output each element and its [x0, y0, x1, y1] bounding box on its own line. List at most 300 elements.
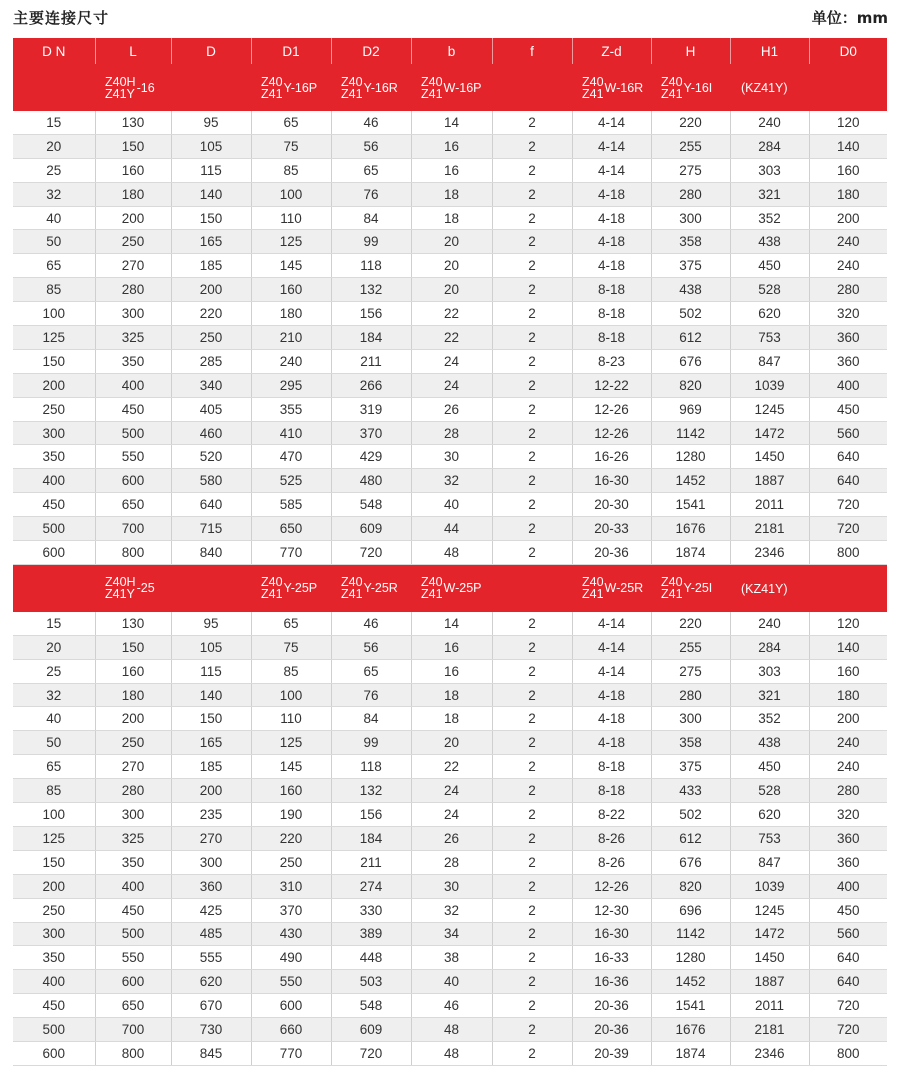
table-cell: 650 — [95, 493, 171, 517]
table-cell: 4-14 — [572, 111, 651, 134]
table-cell: 56 — [331, 635, 411, 659]
table-cell: 184 — [331, 826, 411, 850]
table-cell: 40 — [13, 707, 95, 731]
table-cell: 156 — [331, 302, 411, 326]
table-cell: 100 — [251, 683, 331, 707]
table-cell: 640 — [809, 946, 887, 970]
table-cell: 20-39 — [572, 1041, 651, 1065]
model-code-bottom: Z41 — [261, 587, 283, 602]
page-header — [0, 0, 900, 36]
table-cell: 16 — [411, 635, 492, 659]
table-cell: 500 — [95, 421, 171, 445]
table-cell: 40 — [13, 206, 95, 230]
table-cell: 76 — [331, 182, 411, 206]
table-cell: 48 — [411, 1041, 492, 1065]
table-cell: 48 — [411, 541, 492, 565]
table-cell: 250 — [171, 326, 251, 350]
table-cell: 65 — [13, 755, 95, 779]
table-cell: 75 — [251, 635, 331, 659]
table-cell: 20-36 — [572, 994, 651, 1018]
table-cell: 275 — [651, 659, 730, 683]
table-cell: 480 — [331, 469, 411, 493]
table-cell: 2 — [492, 373, 572, 397]
table-cell: 2181 — [730, 1018, 809, 1042]
table-cell: 600 — [13, 1041, 95, 1065]
model-header-row — [13, 564, 887, 612]
table-cell: 140 — [809, 134, 887, 158]
table-cell: 16 — [411, 158, 492, 182]
model-code-suffix: Y-25R — [363, 581, 398, 596]
table-cell: 8-18 — [572, 326, 651, 350]
table-cell: 770 — [251, 1041, 331, 1065]
table-cell: 56 — [331, 134, 411, 158]
table-cell: 28 — [411, 850, 492, 874]
table-cell: 20-36 — [572, 1018, 651, 1042]
table-cell: 132 — [331, 779, 411, 803]
model-code-stack — [661, 76, 683, 100]
model-cell — [411, 564, 572, 612]
table-cell: 753 — [730, 826, 809, 850]
model-code-suffix: -16 — [136, 80, 155, 95]
table-cell: 1142 — [651, 421, 730, 445]
table-cell: 85 — [13, 278, 95, 302]
dimension-table — [13, 38, 887, 1066]
model-code-stack — [105, 76, 136, 100]
table-cell: 800 — [95, 541, 171, 565]
table-cell: 20 — [13, 134, 95, 158]
table-cell: 115 — [171, 659, 251, 683]
table-cell: 300 — [171, 850, 251, 874]
table-cell: 2 — [492, 326, 572, 350]
table-cell: 609 — [331, 517, 411, 541]
table-cell: 410 — [251, 421, 331, 445]
table-cell: 65 — [331, 158, 411, 182]
table-cell: 120 — [809, 612, 887, 635]
table-cell: 274 — [331, 874, 411, 898]
table-row — [13, 1018, 887, 1042]
table-cell: 34 — [411, 922, 492, 946]
column-header-z-d: Z-d — [572, 38, 651, 64]
table-cell: 99 — [331, 230, 411, 254]
table-cell: 150 — [171, 206, 251, 230]
table-cell: 180 — [809, 683, 887, 707]
table-cell: 270 — [95, 755, 171, 779]
table-row — [13, 946, 887, 970]
table-cell: 16-33 — [572, 946, 651, 970]
table-cell: 24 — [411, 349, 492, 373]
table-cell: 4-18 — [572, 731, 651, 755]
model-code-stack — [421, 76, 443, 100]
model-cell — [251, 64, 331, 111]
table-cell: 2 — [492, 1041, 572, 1065]
table-cell: 450 — [95, 397, 171, 421]
table-cell: 40 — [411, 493, 492, 517]
table-cell: 22 — [411, 302, 492, 326]
table-cell: 85 — [251, 158, 331, 182]
table-cell: 1874 — [651, 541, 730, 565]
table-row — [13, 707, 887, 731]
model-code-suffix: Y-16P — [283, 80, 318, 95]
table-cell: 8-22 — [572, 803, 651, 827]
table-cell: 720 — [809, 517, 887, 541]
table-cell: 319 — [331, 397, 411, 421]
table-cell: 660 — [251, 1018, 331, 1042]
table-cell: 4-14 — [572, 158, 651, 182]
table-cell: 840 — [171, 541, 251, 565]
table-cell: 105 — [171, 134, 251, 158]
table-cell: 340 — [171, 373, 251, 397]
table-cell: 600 — [95, 970, 171, 994]
table-cell: 720 — [331, 541, 411, 565]
model-code-bottom: Z41 — [661, 587, 683, 602]
table-cell: 4-18 — [572, 206, 651, 230]
table-cell: 280 — [651, 182, 730, 206]
table-cell: 120 — [809, 111, 887, 134]
table-row — [13, 635, 887, 659]
table-cell: 770 — [251, 541, 331, 565]
table-cell: 753 — [730, 326, 809, 350]
table-cell: 303 — [730, 158, 809, 182]
table-cell: 75 — [251, 134, 331, 158]
table-cell: 2 — [492, 541, 572, 565]
table-cell: 375 — [651, 254, 730, 278]
table-cell: 2 — [492, 922, 572, 946]
column-header-d1: D1 — [251, 38, 331, 64]
model-code-stack — [261, 76, 283, 100]
table-cell: 300 — [13, 922, 95, 946]
table-cell: 370 — [251, 898, 331, 922]
table-cell: 20 — [411, 278, 492, 302]
table-row — [13, 493, 887, 517]
table-cell: 2 — [492, 469, 572, 493]
table-cell: 502 — [651, 803, 730, 827]
table-cell: 2 — [492, 206, 572, 230]
table-cell: 125 — [13, 826, 95, 850]
table-cell: 358 — [651, 731, 730, 755]
table-cell: 1452 — [651, 469, 730, 493]
table-cell: 1245 — [730, 397, 809, 421]
table-cell: 25 — [13, 158, 95, 182]
table-cell: 15 — [13, 111, 95, 134]
table-cell: 85 — [13, 779, 95, 803]
table-cell: 330 — [331, 898, 411, 922]
model-code-stack — [582, 76, 604, 100]
table-cell: 2 — [492, 946, 572, 970]
table-cell: 700 — [95, 517, 171, 541]
table-cell: 235 — [171, 803, 251, 827]
table-row — [13, 994, 887, 1018]
table-cell: 105 — [171, 635, 251, 659]
table-cell: 160 — [95, 158, 171, 182]
table-cell: 620 — [171, 970, 251, 994]
table-cell: 720 — [809, 493, 887, 517]
table-cell: 275 — [651, 158, 730, 182]
table-row — [13, 373, 887, 397]
table-cell: 220 — [651, 111, 730, 134]
table-cell: 350 — [95, 850, 171, 874]
model-code-top: Z40 — [661, 74, 683, 89]
table-cell: 16 — [411, 134, 492, 158]
table-cell: 715 — [171, 517, 251, 541]
table-cell: 8-18 — [572, 278, 651, 302]
table-cell: 220 — [251, 826, 331, 850]
model-code-suffix: Y-25P — [283, 581, 318, 596]
model-cell — [730, 64, 887, 111]
model-code-bottom: Z41 — [421, 86, 443, 101]
column-header-row — [13, 38, 887, 64]
column-header-h: H — [651, 38, 730, 64]
table-cell: 65 — [13, 254, 95, 278]
model-code-bottom: Z41 — [341, 86, 363, 101]
table-row — [13, 182, 887, 206]
table-cell: 847 — [730, 850, 809, 874]
table-cell: 2 — [492, 659, 572, 683]
table-cell: 65 — [251, 111, 331, 134]
table-cell: 18 — [411, 683, 492, 707]
table-cell: 20-33 — [572, 517, 651, 541]
table-cell: 425 — [171, 898, 251, 922]
table-cell: 400 — [13, 970, 95, 994]
table-row — [13, 302, 887, 326]
table-cell: 969 — [651, 397, 730, 421]
table-cell: 211 — [331, 349, 411, 373]
table-cell: 500 — [13, 517, 95, 541]
table-cell: 250 — [13, 397, 95, 421]
model-code-stack — [421, 576, 443, 600]
table-row — [13, 850, 887, 874]
table-row — [13, 541, 887, 565]
table-cell: 32 — [411, 469, 492, 493]
model-code-suffix: Y-16R — [363, 80, 398, 95]
column-header-f: f — [492, 38, 572, 64]
table-cell: 2346 — [730, 541, 809, 565]
model-code-top: Z40 — [582, 575, 604, 590]
table-cell: 438 — [730, 230, 809, 254]
table-row — [13, 134, 887, 158]
table-cell: 46 — [331, 111, 411, 134]
table-cell: 2 — [492, 635, 572, 659]
table-cell: 820 — [651, 874, 730, 898]
table-cell: 4-18 — [572, 683, 651, 707]
table-cell: 220 — [651, 612, 730, 635]
table-cell: 85 — [251, 659, 331, 683]
table-row — [13, 683, 887, 707]
table-cell: 310 — [251, 874, 331, 898]
table-cell: 84 — [331, 206, 411, 230]
table-cell: 730 — [171, 1018, 251, 1042]
table-cell: 2 — [492, 517, 572, 541]
table-cell: 303 — [730, 659, 809, 683]
table-cell: 20-36 — [572, 541, 651, 565]
table-cell: 32 — [13, 683, 95, 707]
table-row — [13, 278, 887, 302]
table-cell: 2 — [492, 158, 572, 182]
table-cell: 300 — [651, 206, 730, 230]
table-cell: 438 — [651, 278, 730, 302]
table-row — [13, 755, 887, 779]
table-row — [13, 254, 887, 278]
table-cell: 30 — [411, 445, 492, 469]
table-cell: 360 — [809, 826, 887, 850]
model-code-suffix: (KZ41Y) — [741, 81, 788, 96]
table-cell: 448 — [331, 946, 411, 970]
table-cell: 670 — [171, 994, 251, 1018]
table-cell: 525 — [251, 469, 331, 493]
table-cell: 180 — [95, 182, 171, 206]
model-code-bottom: Z41 — [661, 86, 683, 101]
table-cell: 2 — [492, 994, 572, 1018]
table-cell: 110 — [251, 206, 331, 230]
table-row — [13, 612, 887, 635]
table-cell: 355 — [251, 397, 331, 421]
model-cell — [95, 64, 251, 111]
table-cell: 520 — [171, 445, 251, 469]
table-cell: 20 — [13, 635, 95, 659]
table-cell: 115 — [171, 158, 251, 182]
column-header-dn: D N — [13, 38, 95, 64]
table-cell: 210 — [251, 326, 331, 350]
table-cell: 820 — [651, 373, 730, 397]
table-row — [13, 803, 887, 827]
table-cell: 200 — [13, 373, 95, 397]
table-cell: 555 — [171, 946, 251, 970]
table-cell: 450 — [13, 493, 95, 517]
table-cell: 1887 — [730, 970, 809, 994]
table-cell: 190 — [251, 803, 331, 827]
model-code-stack — [661, 576, 683, 600]
table-cell: 220 — [171, 302, 251, 326]
table-cell: 609 — [331, 1018, 411, 1042]
table-cell: 12-26 — [572, 874, 651, 898]
table-cell: 20-30 — [572, 493, 651, 517]
table-cell: 65 — [251, 612, 331, 635]
model-code-suffix: W-25R — [604, 581, 644, 596]
table-cell: 325 — [95, 826, 171, 850]
table-cell: 548 — [331, 493, 411, 517]
table-cell: 200 — [809, 707, 887, 731]
model-cell — [572, 64, 651, 111]
model-cell — [331, 64, 411, 111]
table-cell: 48 — [411, 1018, 492, 1042]
table-cell: 160 — [95, 659, 171, 683]
table-cell: 350 — [95, 349, 171, 373]
table-cell: 2 — [492, 970, 572, 994]
table-cell: 640 — [809, 445, 887, 469]
model-code-suffix: W-16R — [604, 80, 644, 95]
table-cell: 450 — [730, 755, 809, 779]
model-code-top: Z40 — [421, 74, 443, 89]
table-cell: 300 — [651, 707, 730, 731]
table-cell: 1039 — [730, 373, 809, 397]
table-cell: 350 — [13, 445, 95, 469]
table-cell: 118 — [331, 254, 411, 278]
model-code-stack — [341, 576, 363, 600]
model-cell — [651, 564, 730, 612]
table-cell: 300 — [13, 421, 95, 445]
table-cell: 250 — [95, 731, 171, 755]
table-cell: 130 — [95, 111, 171, 134]
table-cell: 485 — [171, 922, 251, 946]
table-cell: 460 — [171, 421, 251, 445]
table-cell: 140 — [171, 182, 251, 206]
table-cell: 200 — [809, 206, 887, 230]
table-cell: 800 — [95, 1041, 171, 1065]
table-cell: 2 — [492, 349, 572, 373]
table-cell: 2 — [492, 779, 572, 803]
model-code-top: Z40 — [261, 575, 283, 590]
model-code-suffix: Y-25I — [683, 581, 713, 596]
model-cell-blank — [13, 64, 95, 111]
table-cell: 1541 — [651, 994, 730, 1018]
table-row — [13, 898, 887, 922]
table-cell: 450 — [13, 994, 95, 1018]
table-body — [13, 38, 887, 1065]
model-code-suffix: W-16P — [443, 80, 482, 95]
table-cell: 528 — [730, 278, 809, 302]
table-cell: 156 — [331, 803, 411, 827]
table-cell: 2 — [492, 874, 572, 898]
table-cell: 4-14 — [572, 659, 651, 683]
column-header-d0: D0 — [809, 38, 887, 64]
table-cell: 22 — [411, 326, 492, 350]
table-row — [13, 659, 887, 683]
table-cell: 700 — [95, 1018, 171, 1042]
table-cell: 585 — [251, 493, 331, 517]
table-cell: 16 — [411, 659, 492, 683]
table-cell: 145 — [251, 254, 331, 278]
column-header-l: L — [95, 38, 171, 64]
table-cell: 12-22 — [572, 373, 651, 397]
table-row — [13, 779, 887, 803]
table-cell: 12-26 — [572, 421, 651, 445]
table-row — [13, 349, 887, 373]
model-code-bottom: Z41 — [421, 587, 443, 602]
model-cell — [331, 564, 411, 612]
table-cell: 1450 — [730, 946, 809, 970]
table-cell: 640 — [171, 493, 251, 517]
model-cell — [730, 564, 887, 612]
table-cell: 2 — [492, 134, 572, 158]
table-cell: 180 — [251, 302, 331, 326]
table-cell: 450 — [809, 898, 887, 922]
table-cell: 95 — [171, 612, 251, 635]
table-cell: 528 — [730, 779, 809, 803]
table-cell: 185 — [171, 755, 251, 779]
table-cell: 280 — [809, 278, 887, 302]
table-cell: 490 — [251, 946, 331, 970]
table-cell: 16-26 — [572, 445, 651, 469]
table-cell: 2346 — [730, 1041, 809, 1065]
table-cell: 16-30 — [572, 469, 651, 493]
table-cell: 650 — [251, 517, 331, 541]
table-cell: 95 — [171, 111, 251, 134]
table-cell: 1452 — [651, 970, 730, 994]
table-cell: 100 — [13, 803, 95, 827]
table-cell: 280 — [809, 779, 887, 803]
table-cell: 1472 — [730, 922, 809, 946]
table-cell: 44 — [411, 517, 492, 541]
table-cell: 370 — [331, 421, 411, 445]
table-cell: 1142 — [651, 922, 730, 946]
table-cell: 240 — [730, 612, 809, 635]
table-cell: 184 — [331, 326, 411, 350]
table-cell: 280 — [95, 779, 171, 803]
table-row — [13, 1041, 887, 1065]
table-cell: 2 — [492, 612, 572, 635]
table-cell: 24 — [411, 779, 492, 803]
table-cell: 76 — [331, 683, 411, 707]
model-code-suffix: W-25P — [443, 581, 482, 596]
